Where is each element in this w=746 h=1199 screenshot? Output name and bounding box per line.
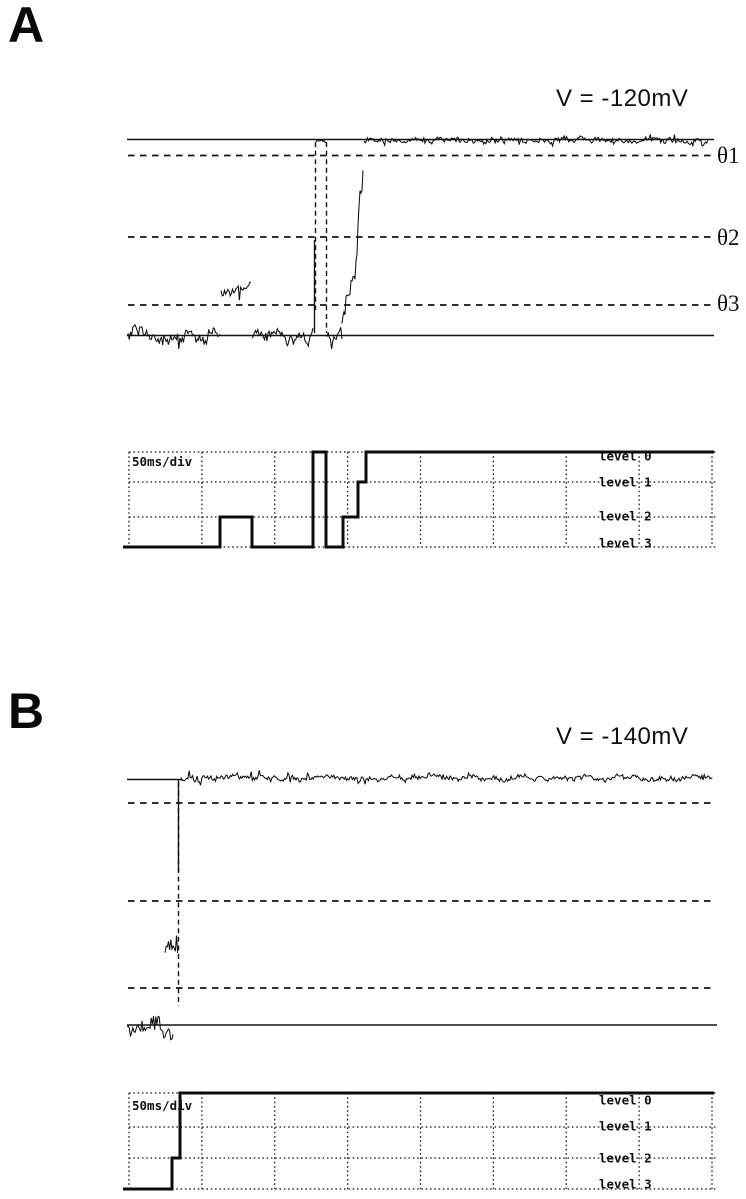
raw-current-trace bbox=[316, 140, 326, 143]
panel-a-idealized-box bbox=[123, 449, 716, 551]
level-label-1: level 1 bbox=[599, 1118, 652, 1134]
raw-current-trace bbox=[127, 1016, 173, 1040]
panel-b-traces bbox=[127, 770, 717, 1039]
threshold-label-theta1: θ1 bbox=[717, 143, 740, 168]
level-label-2: level 2 bbox=[599, 508, 652, 524]
panel-b-label: B bbox=[8, 683, 45, 739]
raw-current-trace bbox=[252, 328, 313, 346]
voltage-label-b: V = -140mV bbox=[556, 723, 689, 750]
voltage-label-a: V = -120mV bbox=[556, 85, 689, 112]
level-label-0: level 0 bbox=[599, 1092, 652, 1108]
panel-b-idealized-box bbox=[123, 1093, 716, 1192]
level-label-1: level 1 bbox=[599, 474, 652, 490]
idealized-trace bbox=[123, 452, 714, 547]
level-label-2: level 2 bbox=[599, 1150, 652, 1166]
level-label-0: level 0 bbox=[599, 448, 652, 464]
raw-current-trace bbox=[327, 327, 342, 349]
raw-current-trace bbox=[342, 170, 363, 323]
threshold-label-theta2: θ2 bbox=[717, 225, 740, 250]
level-label-3: level 3 bbox=[599, 1176, 652, 1192]
timebase-label: 50ms/div bbox=[132, 1098, 193, 1113]
raw-current-trace bbox=[221, 282, 251, 300]
panel-a-label: A bbox=[8, 0, 45, 53]
raw-current-trace bbox=[165, 936, 178, 954]
raw-current-trace bbox=[181, 770, 712, 785]
level-label-3: level 3 bbox=[599, 535, 652, 551]
raw-current-trace bbox=[127, 325, 220, 349]
threshold-label-theta3: θ3 bbox=[717, 291, 740, 316]
panel-a-traces bbox=[127, 134, 740, 349]
timebase-label: 50ms/div bbox=[132, 454, 193, 469]
